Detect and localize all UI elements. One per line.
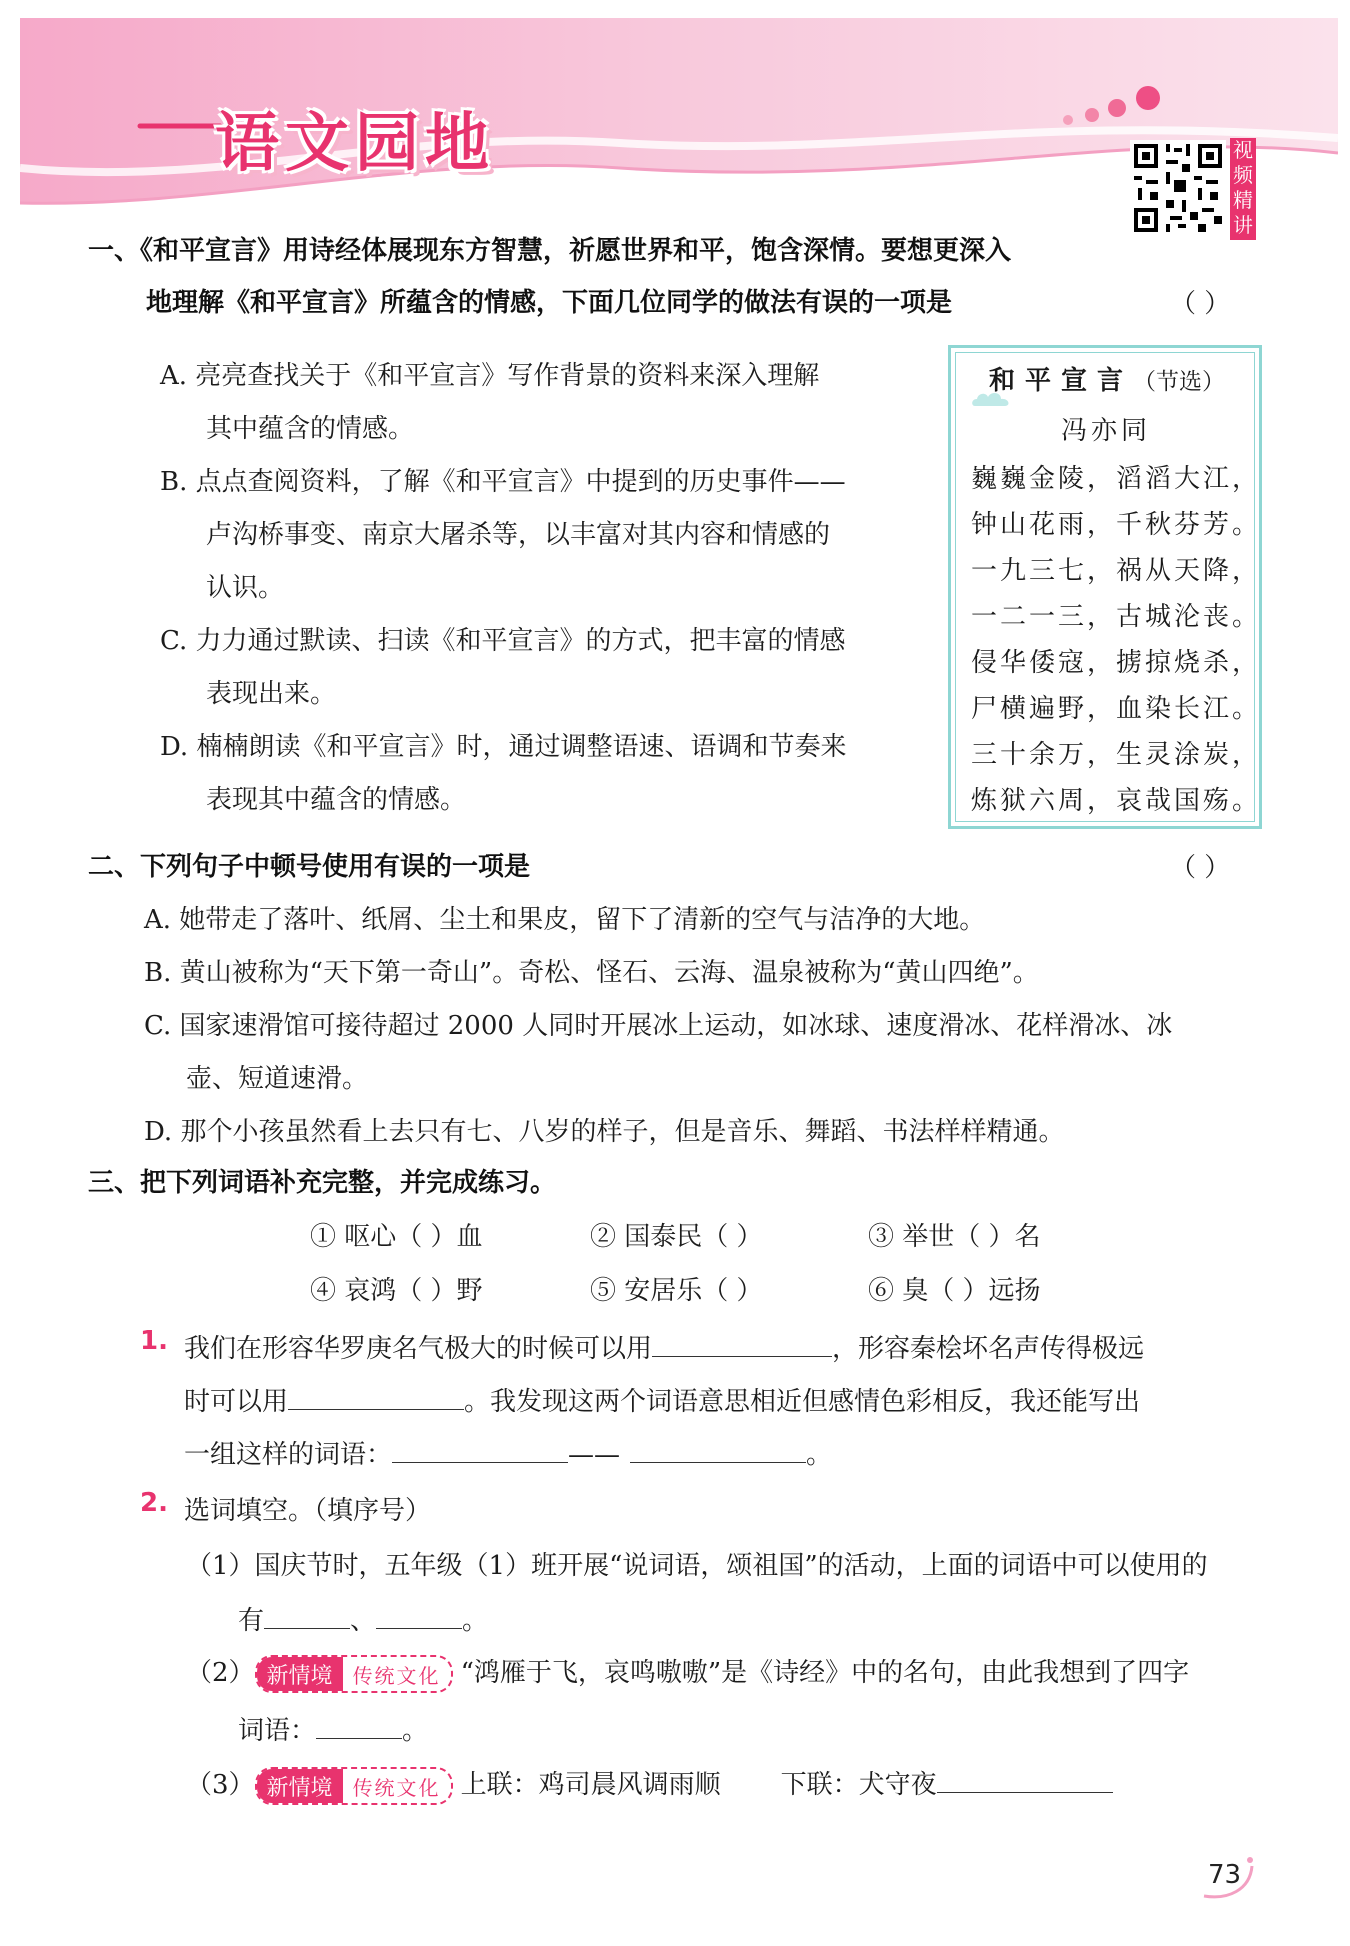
idiom-item-4[interactable]: ④ 哀鸿（ ）野 [310, 1276, 483, 1306]
qr-code-icon[interactable] [1130, 140, 1226, 236]
idiom-item-6[interactable]: ⑥ 臭（ ）远扬 [868, 1276, 1041, 1306]
q1-option-d-line2: 表现其中蕴含的情感。 [206, 785, 467, 815]
idiom-item-2[interactable]: ② 国泰民（ ） [590, 1222, 763, 1252]
q1-option-a-line2: 其中蕴含的情感。 [206, 414, 415, 444]
poem-line: 一二一三，古城沦丧。 [971, 602, 1262, 632]
poem-line: 一九三七，祸从天降， [971, 556, 1262, 586]
q1-heading-line2: 地理解《和平宣言》所蕴含的情感，下面几位同学的做法有误的一项是 [146, 288, 953, 318]
sub-question-3: （3） 新情境 传统文化 上联：鸡司晨风调雨顺 下联：犬守夜 [186, 1764, 1113, 1805]
dot-decoration [1108, 99, 1126, 117]
q1-option-c-line2: 表现出来。 [206, 679, 337, 709]
q1-option-b-line2: 卢沟桥事变、南京大屠杀等，以丰富对其内容和情感的 [206, 520, 831, 550]
sub-question-1-line2: 有 、 。 [238, 1606, 489, 1636]
new-context-tag: 新情境 传统文化 [255, 1767, 453, 1805]
idiom-item-3[interactable]: ③ 举世（ ）名 [868, 1222, 1041, 1252]
dot-decoration [1136, 86, 1160, 110]
part-1-line2: 时可以用 。我发现这两个词语意思相近但感情色彩相反，我还能写出 [184, 1387, 1141, 1417]
q1-answer-blank[interactable]: （ ） [1170, 289, 1231, 319]
poem-title: 和平宣言（节选） [989, 366, 1226, 396]
page-number: 73 [1208, 1860, 1242, 1890]
poem-line: 侵华倭寇，掳掠烧杀， [971, 648, 1262, 678]
q2-heading: 二、下列句子中顿号使用有误的一项是 [88, 852, 531, 882]
poem-line: 三十余万，生灵涂炭， [971, 740, 1262, 770]
poem-line: 巍巍金陵，滔滔大江， [971, 464, 1262, 494]
q1-option-d-line1[interactable]: D. 楠楠朗读《和平宣言》时，通过调整语速、语调和节奏来 [160, 732, 847, 762]
part-2-number: 2. [140, 1488, 168, 1518]
poem-line: 炼狱六周，哀哉国殇。 [971, 786, 1262, 816]
part-2-heading: 选词填空。（填序号） [184, 1496, 432, 1526]
q1-option-a-line1[interactable]: A. 亮亮查找关于《和平宣言》写作背景的资料来深入理解 [160, 361, 820, 391]
q1-option-b-line3: 认识。 [206, 573, 285, 603]
answer-blank[interactable] [264, 1628, 350, 1629]
q2-option-c-line1[interactable]: C. 国家速滑馆可接待超过 2000 人同时开展冰上运动，如冰球、速度滑冰、花样滑冰、冰 [144, 1011, 1173, 1041]
part-1-line3: 一组这样的词语： —— 。 [184, 1440, 833, 1470]
cloud-icon [971, 388, 1015, 410]
poem-author: 冯亦同 [1061, 416, 1152, 446]
part-1-number: 1. [140, 1326, 168, 1356]
answer-blank[interactable] [376, 1628, 462, 1629]
q1-option-b-line1[interactable]: B. 点点查阅资料，了解《和平宣言》中提到的历史事件—— [160, 467, 846, 497]
answer-blank[interactable] [288, 1409, 464, 1410]
answer-blank[interactable] [630, 1462, 806, 1463]
q2-option-a[interactable]: A. 她带走了落叶、纸屑、尘土和果皮，留下了清新的空气与洁净的大地。 [144, 905, 986, 935]
poem-line: 钟山花雨，千秋芬芳。 [971, 510, 1262, 540]
dot-decoration [1085, 108, 1099, 122]
poem-excerpt-box [948, 345, 1262, 829]
q2-option-d[interactable]: D. 那个小孩虽然看上去只有七、八岁的样子，但是音乐、舞蹈、书法样样精通。 [144, 1117, 1065, 1147]
q2-option-b[interactable]: B. 黄山被称为“天下第一奇山”。奇松、怪石、云海、温泉被称为“黄山四绝”。 [144, 958, 1039, 988]
poem-subtitle: （节选） [1133, 369, 1226, 395]
part-1-line1: 我们在形容华罗庚名气极大的时候可以用 ，形容秦桧坏名声传得极远 [184, 1334, 1145, 1364]
dot-decoration [1063, 115, 1073, 125]
idiom-item-5[interactable]: ⑤ 安居乐（ ） [590, 1276, 763, 1306]
q1-option-c-line1[interactable]: C. 力力通过默读、扫读《和平宣言》的方式，把丰富的情感 [160, 626, 846, 656]
answer-blank[interactable] [652, 1356, 832, 1357]
idiom-item-1[interactable]: ① 呕心（ ）血 [310, 1222, 483, 1252]
q1-heading-line1: 一、《和平宣言》用诗经体展现东方智慧，祈愿世界和平，饱含深情。要想更深入 [88, 236, 1012, 266]
q3-heading: 三、把下列词语补充完整，并完成练习。 [88, 1168, 557, 1198]
poem-line: 尸横遍野，血染长江。 [971, 694, 1262, 724]
sub-question-1-line1: （1）国庆节时，五年级（1）班开展“说词语，颂祖国”的活动，上面的词语中可以使用的 [186, 1551, 1208, 1581]
answer-blank[interactable] [392, 1462, 568, 1463]
q2-option-c-line2: 壶、短道速滑。 [186, 1064, 369, 1094]
q2-answer-blank[interactable]: （ ） [1170, 853, 1231, 883]
sub-question-2-line1: （2） 新情境 传统文化 “鸿雁于飞，哀鸣嗷嗷”是《诗经》中的名句，由此我想到了四字 [186, 1652, 1189, 1693]
new-context-tag: 新情境 传统文化 [255, 1655, 453, 1693]
video-lecture-label[interactable]: 视频精讲 [1230, 138, 1256, 240]
answer-blank[interactable] [316, 1738, 402, 1739]
sub-question-2-line2: 词语： 。 [238, 1716, 429, 1746]
answer-blank[interactable] [937, 1792, 1113, 1793]
section-title-logo: 语文园地 [215, 107, 495, 181]
